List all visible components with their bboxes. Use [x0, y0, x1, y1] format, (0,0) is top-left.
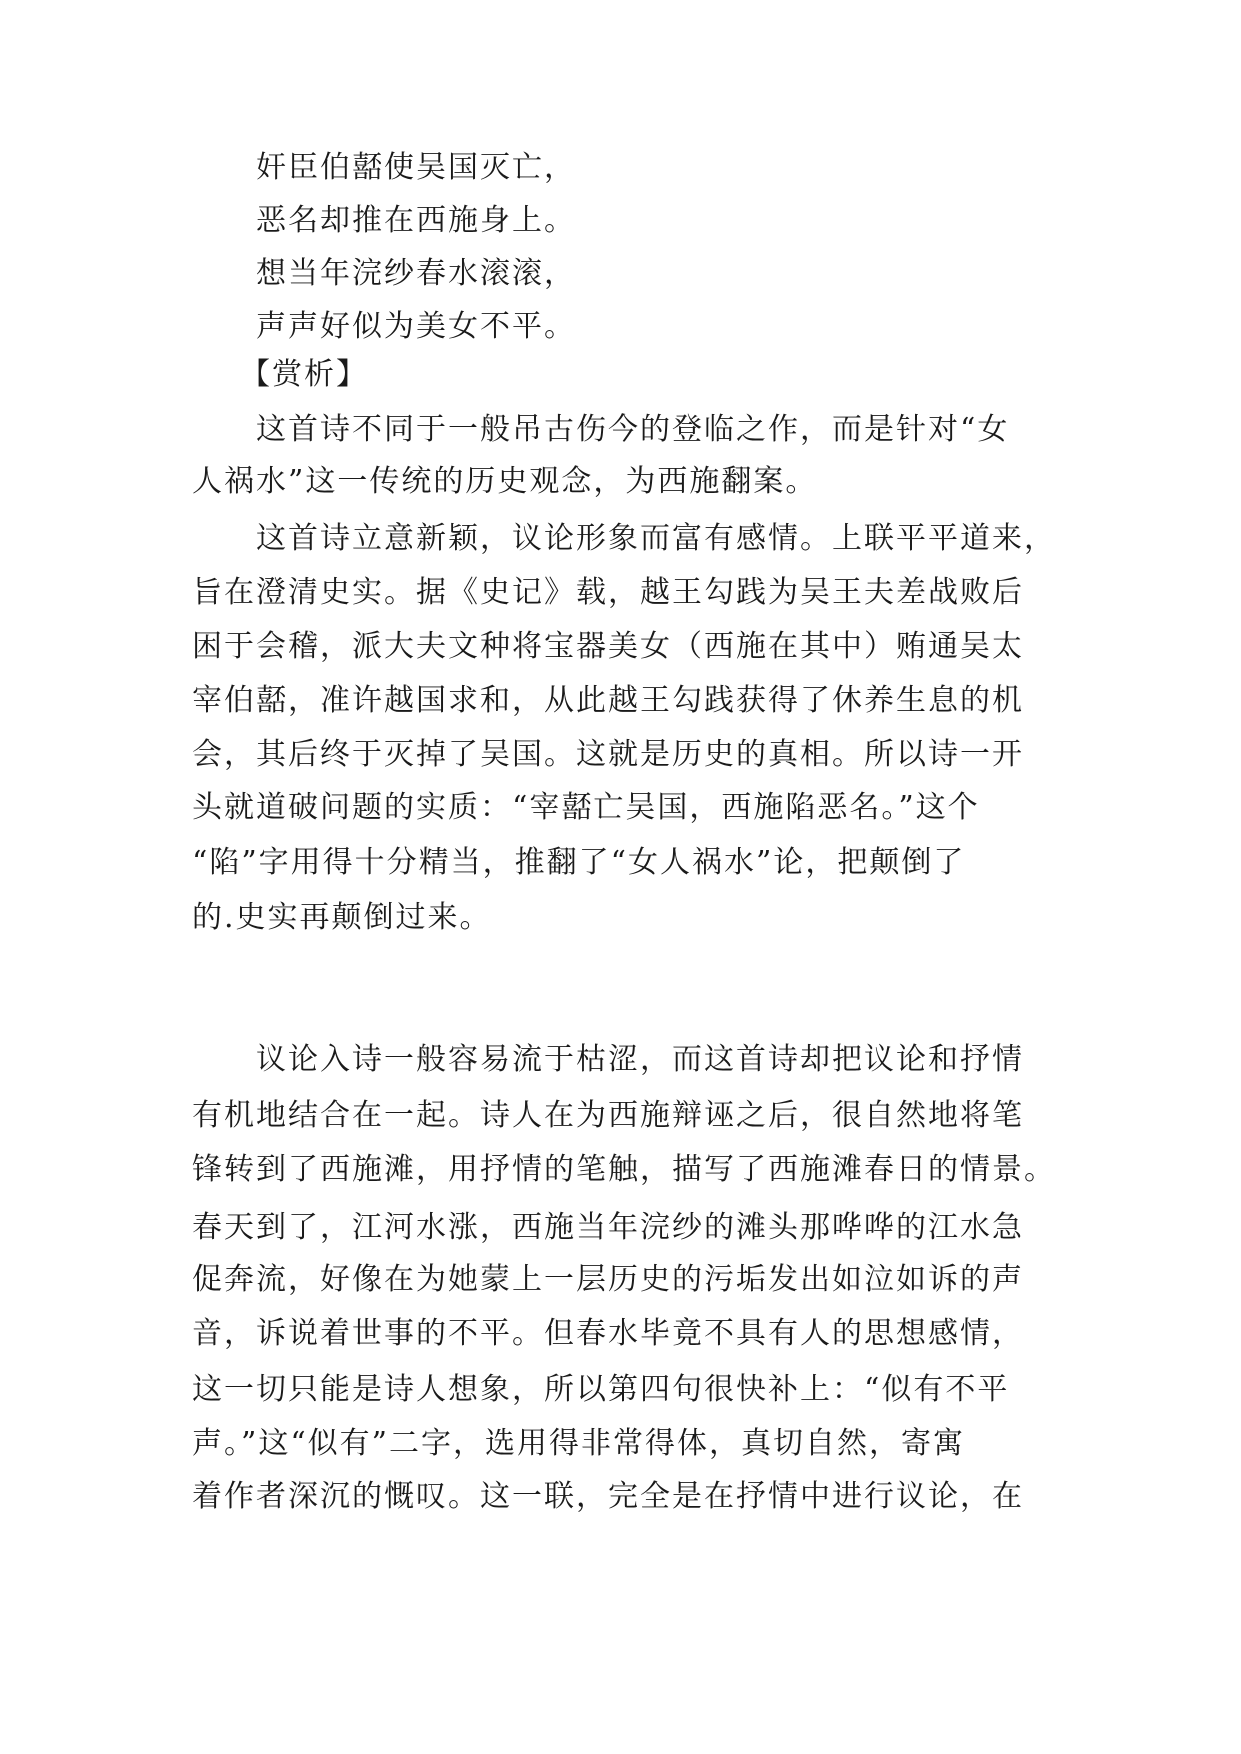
paragraph-line: 会，其后终于灭掉了吴国。这就是历史的真相。所以诗一开: [192, 737, 1024, 772]
paragraph-line: 促奔流，好像在为她蒙上一层历史的污垢发出如泣如诉的声: [192, 1262, 1024, 1297]
paragraph-line: 春天到了，江河水涨，西施当年浣纱的滩头那哗哗的江水急: [192, 1210, 1024, 1245]
paragraph-line: 这首诗不同于一般吊古伤今的登临之作，而是针对“女: [256, 412, 1010, 447]
paragraph-line: 音，诉说着世事的不平。但春水毕竟不具有人的思想感情，: [192, 1316, 1024, 1351]
paragraph-line: 旨在澄清史实。据《史记》载，越王勾践为吴王夫差战败后: [192, 575, 1024, 610]
paragraph-line: 这一切只能是诗人想象，所以第四句很快补上：“似有不平: [192, 1372, 1010, 1407]
paragraph-line: 宰伯嚭，准许越国求和，从此越王勾践获得了休养生息的机: [192, 683, 1024, 718]
paragraph-line: 锋转到了西施滩，用抒情的笔触，描写了西施滩春日的情景。: [192, 1152, 1056, 1187]
paragraph-line: 议论入诗一般容易流于枯涩，而这首诗却把议论和抒情: [256, 1042, 1024, 1077]
paragraph-line: 的.史实再颠倒过来。: [192, 900, 492, 935]
poem-line: 声声好似为美女不平。: [256, 309, 576, 344]
poem-line: 恶名却推在西施身上。: [256, 203, 576, 238]
poem-line: 想当年浣纱春水滚滚，: [256, 256, 576, 291]
section-heading: 【赏析】: [240, 357, 368, 392]
poem-line: 奸臣伯嚭使吴国灭亡，: [256, 150, 576, 185]
paragraph-line: 困于会稽，派大夫文种将宝器美女（西施在其中）贿通吴太: [192, 629, 1024, 664]
paragraph-line: “陷”字用得十分精当，推翻了“女人祸水”论，把颠倒了: [192, 845, 966, 880]
paragraph-line: 着作者深沉的慨叹。这一联，完全是在抒情中进行议论，在: [192, 1479, 1024, 1514]
paragraph-line: 有机地结合在一起。诗人在为西施辩诬之后，很自然地将笔: [192, 1098, 1024, 1133]
paragraph-line: 头就道破问题的实质：“宰嚭亡吴国，西施陷恶名。”这个: [192, 790, 980, 825]
paragraph-line: 人祸水”这一传统的历史观念，为西施翻案。: [192, 464, 818, 499]
paragraph-line: 声。”这“似有”二字，选用得非常得体，真切自然，寄寓: [192, 1426, 966, 1461]
paragraph-line: 这首诗立意新颖，议论形象而富有感情。上联平平道来，: [256, 521, 1056, 556]
